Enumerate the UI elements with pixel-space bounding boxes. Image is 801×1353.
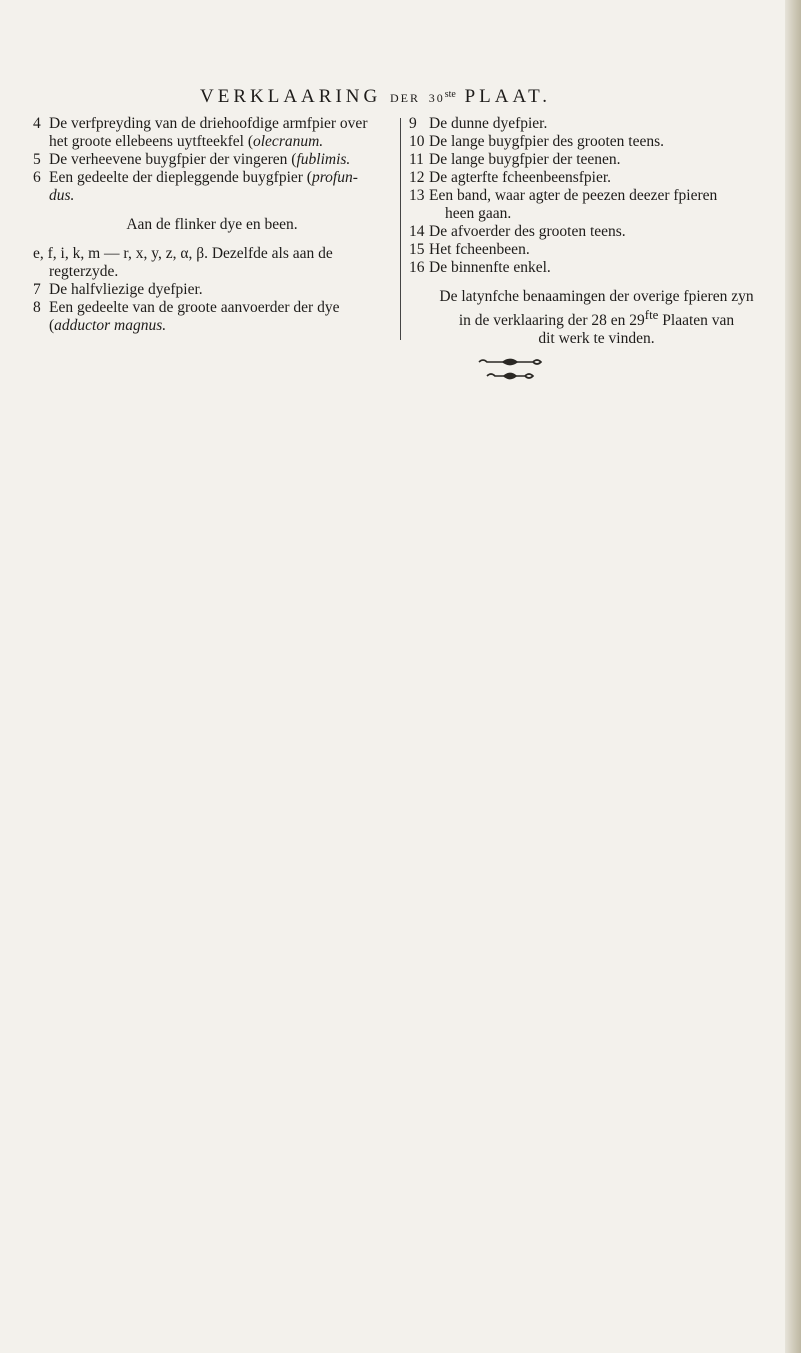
subheading-left-leg: Aan de flinker dye en been. [126,216,298,233]
entry-4 [33,115,391,151]
entry-text: Het fcheenbeen. [429,241,530,258]
header-plaat: PLAAT. [464,86,552,107]
entry-10 [409,133,784,151]
header-verklaaring: VERKLAARING [200,86,382,107]
entry-number: 5 [33,151,41,168]
entry-number: 12 [409,169,425,186]
entry-number: 13 [409,187,425,204]
entry-number: 11 [409,151,424,168]
entry-number: 8 [33,299,41,316]
header-der: DER [389,91,420,105]
page-edge [785,0,801,1353]
closing-note: De latynfche benaamingen der overige fpieren zyn in de verklaaring der 28 en $29^{fte}$ Plaaten van dit werk te vinden. [439,288,754,348]
entry-number: 14 [409,223,425,240]
entry-text: De afvoerder des grooten teens. [429,223,626,240]
entry-7 [33,281,391,299]
entry-14 [409,223,784,241]
column-divider [400,118,401,340]
entry-number: 4 [33,115,41,132]
header-number: 30ste [428,89,456,105]
entry-8 [33,299,391,335]
entry-number: 6 [33,169,41,186]
entry-6 [33,169,391,205]
entry-number: 9 [409,115,417,132]
right-column [409,115,784,348]
entry-text: De verfpreyding van de driehoofdige armfpier over het groote ellebeens uytfteekfel (olecranum. [49,115,368,150]
entry-15 [409,241,784,259]
entry-text: De binnenfte enkel. [429,259,551,276]
entry-9 [409,115,784,133]
entry-text: De halfvliezige dyefpier. [49,281,203,298]
entry-11 [409,151,784,169]
entry-5 [33,151,391,169]
entry-number: 7 [33,281,41,298]
entry-16 [409,259,784,277]
entry-text: De lange buygfpier der teenen. [429,151,621,168]
entry-text: Een gedeelte van de groote aanvoerder der dye (adductor magnus. [49,299,340,334]
entry-text: Een gedeelte der diepleggende buygfpier (profun- dus. [49,169,358,204]
letters-entry: e, f, i, k, m — r, x, y, z, α, β. Dezelfde als aan de regterzyde. [33,245,333,280]
entry-text: De dunne dyefpier. [429,115,548,132]
entry-number: 15 [409,241,425,258]
entry-text: De lange buygfpier des grooten teens. [429,133,665,150]
entry-text: De agterfte fcheenbeensfpier. [429,169,612,186]
printer-ornament-icon [475,355,545,385]
entry-12 [409,169,784,187]
entry-number: 10 [409,133,425,150]
entry-text: Een band, waar agter de peezen deezer fpieren heen gaan. [429,187,718,222]
entry-number: 16 [409,259,425,276]
page-header [200,86,660,108]
entry-text: De verheevene buygfpier der vingeren (fublimis. [49,151,351,168]
entry-13 [409,187,784,223]
left-column [33,115,391,335]
